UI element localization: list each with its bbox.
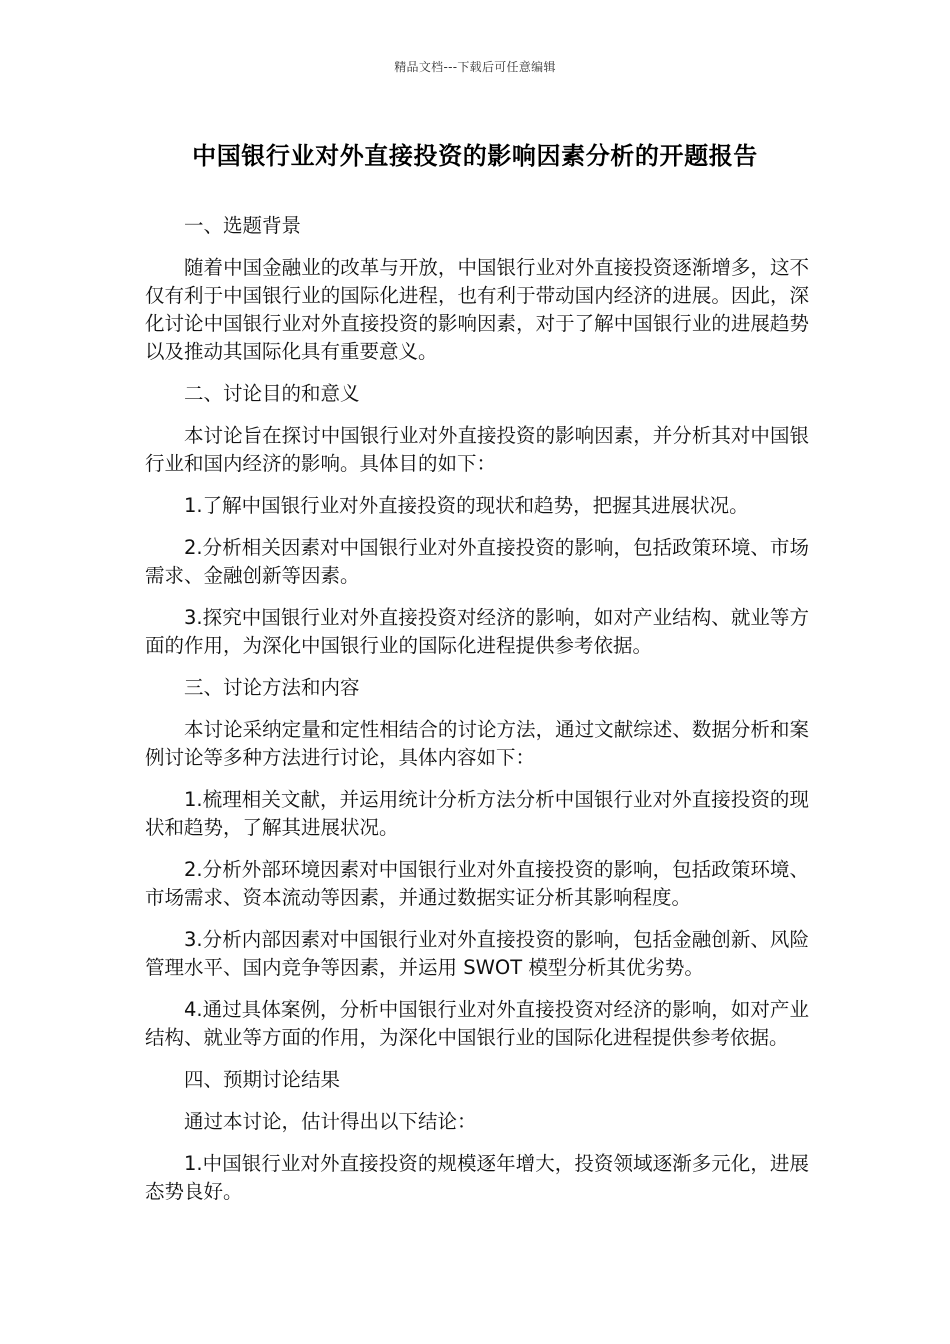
paragraph-results-intro: 通过本讨论，估计得出以下结论： <box>184 1110 477 1133</box>
section-heading-methods: 三、讨论方法和内容 <box>184 676 360 699</box>
list-item-purpose-2: 2.分析相关因素对中国银行业对外直接投资的影响，包括政策环境、市场需求、金融创新等因素。 <box>145 536 809 587</box>
list-item-methods-1: 1.梳理相关文献，并运用统计分析方法分析中国银行业对外直接投资的现状和趋势，了解其进展状况。 <box>145 788 809 839</box>
list-item-purpose-3: 3.探究中国银行业对外直接投资对经济的影响，如对产业结构、就业等方面的作用，为深化中国银行业的国际化进程提供参考依据。 <box>145 606 809 657</box>
document-body <box>145 212 809 1220</box>
paragraph-methods-intro: 本讨论采纳定量和定性相结合的讨论方法，通过文献综述、数据分析和案例讨论等多种方法进行讨论，具体内容如下： <box>145 718 809 769</box>
section-heading-results: 四、预期讨论结果 <box>184 1068 341 1091</box>
page-header: 精品文档---下载后可任意编辑 <box>394 60 556 74</box>
list-item-purpose-1: 1.了解中国银行业对外直接投资的现状和趋势，把握其进展状况。 <box>184 494 749 517</box>
section-heading-background: 一、选题背景 <box>184 214 302 237</box>
section-heading-purpose: 二、讨论目的和意义 <box>184 382 360 405</box>
paragraph-background: 随着中国金融业的改革与开放，中国银行业对外直接投资逐渐增多，这不仅有利于中国银行业的国际化进程，也有利于带动国内经济的进展。因此，深化讨论中国银行业对外直接投资的影响因素，对于了解中国银行业的进展趋势以及推动其国际化具有重要意义。 <box>145 256 809 363</box>
document-title: 中国银行业对外直接投资的影响因素分析的开题报告 <box>192 142 758 170</box>
list-item-results-1: 1.中国银行业对外直接投资的规模逐年增大，投资领域逐渐多元化，进展态势良好。 <box>145 1152 809 1203</box>
paragraph-purpose-intro: 本讨论旨在探讨中国银行业对外直接投资的影响因素，并分析其对中国银行业和国内经济的影响。具体目的如下： <box>145 424 809 475</box>
list-item-methods-2: 2.分析外部环境因素对中国银行业对外直接投资的影响，包括政策环境、市场需求、资本流动等因素，并通过数据实证分析其影响程度。 <box>145 858 809 909</box>
list-item-methods-4: 4.通过具体案例，分析中国银行业对外直接投资对经济的影响，如对产业结构、就业等方面的作用，为深化中国银行业的国际化进程提供参考依据。 <box>145 998 809 1049</box>
list-item-methods-3: 3.分析内部因素对中国银行业对外直接投资的影响，包括金融创新、风险管理水平、国内竞争等因素，并运用 SWOT 模型分析其优劣势。 <box>145 928 809 979</box>
